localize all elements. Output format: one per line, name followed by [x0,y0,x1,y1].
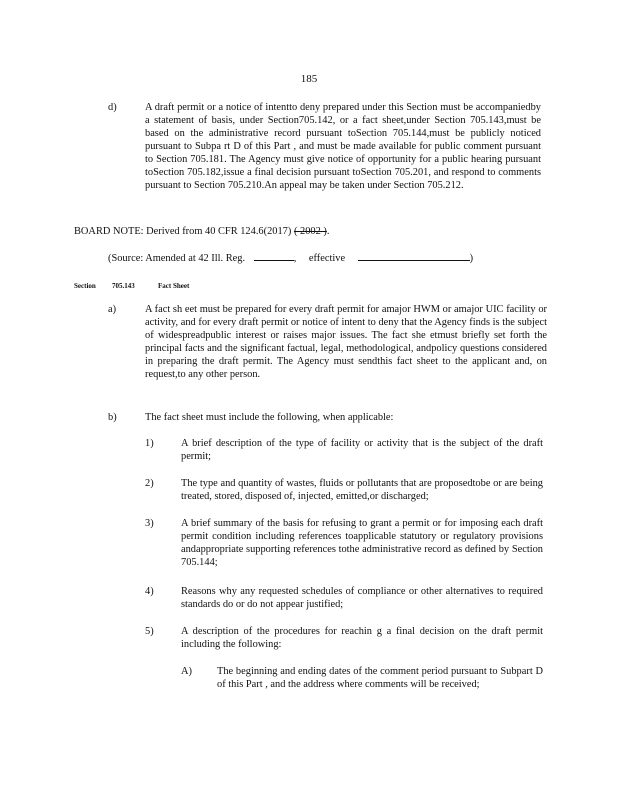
item-4-label: 4) [145,586,154,597]
paragraph-b-label: b) [108,412,117,423]
item-3-label: 3) [145,518,154,529]
section-label: Section [74,282,96,290]
source-line [108,251,548,265]
item-2-label: 2) [145,478,154,489]
source-blank-reg [254,251,294,261]
page-number: 185 [300,73,318,85]
board-note-text: BOARD NOTE: Derived from 40 CFR 124.6(2017) [74,226,292,237]
paragraph-a-text: A fact sh eet must be prepared for every draft permit for amajor HWM or amajor UIC facility or activity, and for every draft permit or notice of intent to deny that the Agency finds is the subject of widespreadpublic interest or raises major issues. The fact she etmust briefly set forth the principal facts and the significant factual, legal, methodological, andpolicy questions considered in preparing the draft permit. The Agency must sendthis fact sheet to the applicant and, on request,to any other person. [145,304,547,380]
source-text: (Source: Amended at 42 Ill. Reg. [108,253,246,264]
paragraph-a-label: a) [108,304,117,315]
source-effective: effective [308,253,346,264]
source-comma: , [293,253,297,264]
item-1-text: A brief description of the type of facility or activity that is the subject of the draft permit; [181,438,543,462]
item-2-text: The type and quantity of wastes, fluids or pollutants that are proposedtobe or are being treated, stored, disposed of, injected, emitted,or discharged; [181,478,543,502]
subitem-a-text: The beginning and ending dates of the comment period pursuant to Subpart D of this Part , and the address where comments will be received; [217,666,543,690]
item-1-label: 1) [145,438,154,449]
item-5-text: A description of the procedures for reachin g a final decision on the draft permit including the following: [181,626,543,650]
paragraph-d-label: d) [108,102,117,113]
item-4-text: Reasons why any requested schedules of compliance or other alternatives to required standards do or do not appear justified; [181,586,543,610]
item-3-text: A brief summary of the basis for refusing to grant a permit or for imposing each draft permit condition including references toapplicable statutory or regulatory provisions andappropriate supporting references tothe administrative record as defined by Section 705.144; [181,518,543,568]
source-blank-effective [358,251,470,261]
section-number: 705.143 [112,282,135,290]
paragraph-b-text: The fact sheet must include the following, when applicable: [145,412,394,423]
board-note-struck-year: ( 2002 ) [293,226,327,237]
source-close: ) [469,253,474,264]
paragraph-d-text: A draft permit or a notice of intentto deny prepared under this Section must be accompaniedby a statement of basis, under Section705.142, or a fact sheet,under Section 705.143,must be based on the administrative record pursuant toSection 705.144,must be publicly noticed pursuant to Subpa rt D of this Part , and must be made available for public comment pursuant to Section 705.181. The Agency must give notice of opportunity for a public hearing pursuant toSection 705.182,issue a final decision pursuant toSection 705.201, and respond to comments pursuant to Section 705.210.An appeal may be taken under Section 705.212. [145,102,541,191]
subitem-a-label: A) [181,666,192,677]
board-note [74,225,554,238]
board-note-period: . [326,226,330,237]
item-5-label: 5) [145,626,154,637]
section-title: Fact Sheet [158,282,190,290]
